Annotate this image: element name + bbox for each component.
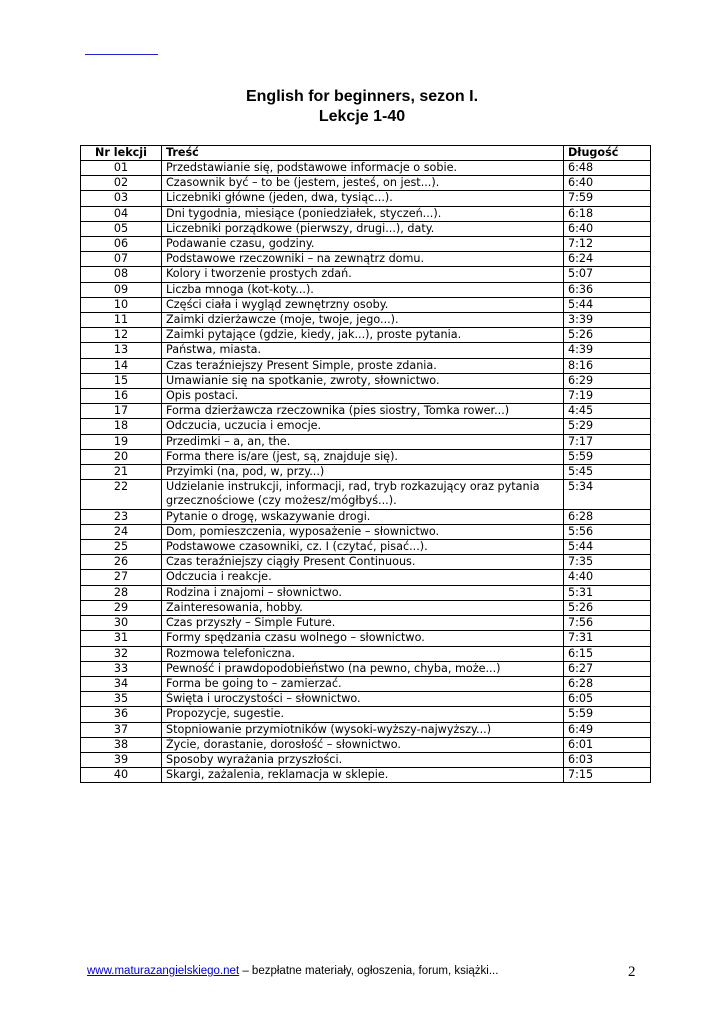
lesson-number-cell: 16 <box>81 389 162 404</box>
lesson-number-cell: 30 <box>81 616 162 631</box>
lesson-number-cell: 03 <box>81 191 162 206</box>
lesson-number-cell: 24 <box>81 524 162 539</box>
column-header-content: Treść <box>162 146 564 161</box>
table-header-row <box>81 146 651 161</box>
lesson-content-cell: Czas teraźniejszy Present Simple, proste zdania. <box>162 358 564 373</box>
lesson-content-cell: Forma be going to – zamierzać. <box>162 676 564 691</box>
lesson-duration-cell: 5:59 <box>564 449 651 464</box>
lesson-number-cell: 27 <box>81 570 162 585</box>
table-row <box>81 206 651 221</box>
lesson-duration-cell: 4:39 <box>564 343 651 358</box>
lesson-number-cell: 32 <box>81 646 162 661</box>
lesson-duration-cell: 6:49 <box>564 722 651 737</box>
lesson-content-cell: Liczebniki porządkowe (pierwszy, drugi...), daty. <box>162 221 564 236</box>
table-row <box>81 676 651 691</box>
lesson-duration-cell: 6:28 <box>564 676 651 691</box>
table-row <box>81 176 651 191</box>
lessons-table <box>80 145 651 783</box>
lesson-number-cell: 11 <box>81 313 162 328</box>
lesson-number-cell: 07 <box>81 252 162 267</box>
lesson-duration-cell: 7:35 <box>564 555 651 570</box>
footer <box>87 965 498 977</box>
lesson-duration-cell: 5:07 <box>564 267 651 282</box>
lesson-number-cell: 21 <box>81 465 162 480</box>
lesson-content-cell: Sposoby wyrażania przyszłości. <box>162 752 564 767</box>
lesson-duration-cell: 5:59 <box>564 707 651 722</box>
lesson-duration-cell: 6:48 <box>564 161 651 176</box>
table-row <box>81 161 651 176</box>
header-rule <box>85 54 158 55</box>
lesson-duration-cell: 8:16 <box>564 358 651 373</box>
table-row <box>81 465 651 480</box>
table-row <box>81 358 651 373</box>
footer-text: – bezpłatne materiały, ogłoszenia, forum, książki... <box>239 965 499 977</box>
lesson-number-cell: 33 <box>81 661 162 676</box>
lesson-number-cell: 36 <box>81 707 162 722</box>
lesson-content-cell: Przedimki – a, an, the. <box>162 434 564 449</box>
lesson-content-cell: Przyimki (na, pod, w, przy...) <box>162 465 564 480</box>
lesson-duration-cell: 6:40 <box>564 221 651 236</box>
lesson-content-cell: Kolory i tworzenie prostych zdań. <box>162 267 564 282</box>
lesson-duration-cell: 6:15 <box>564 646 651 661</box>
lesson-number-cell: 28 <box>81 585 162 600</box>
lesson-duration-cell: 7:15 <box>564 768 651 783</box>
lesson-content-cell: Święta i uroczystości – słownictwo. <box>162 692 564 707</box>
table-row <box>81 737 651 752</box>
lesson-number-cell: 13 <box>81 343 162 358</box>
lesson-duration-cell: 6:03 <box>564 752 651 767</box>
table-row <box>81 540 651 555</box>
lesson-content-cell: Dni tygodnia, miesiące (poniedziałek, styczeń...). <box>162 206 564 221</box>
table-row <box>81 373 651 388</box>
lesson-content-cell: Części ciała i wygląd zewnętrzny osoby. <box>162 297 564 312</box>
lesson-number-cell: 14 <box>81 358 162 373</box>
lesson-duration-cell: 6:24 <box>564 252 651 267</box>
lesson-duration-cell: 6:36 <box>564 282 651 297</box>
lesson-number-cell: 39 <box>81 752 162 767</box>
lesson-duration-cell: 6:28 <box>564 509 651 524</box>
lesson-content-cell: Pytanie o drogę, wskazywanie drogi. <box>162 509 564 524</box>
lesson-content-cell: Zaimki dzierżawcze (moje, twoje, jego...). <box>162 313 564 328</box>
lesson-content-cell: Liczba mnoga (kot-koty...). <box>162 282 564 297</box>
lesson-content-cell: Liczebniki główne (jeden, dwa, tysiąc...). <box>162 191 564 206</box>
lesson-duration-cell: 5:31 <box>564 585 651 600</box>
table-row <box>81 631 651 646</box>
lesson-number-cell: 17 <box>81 404 162 419</box>
page-number: 2 <box>628 964 636 980</box>
lesson-content-cell: Czas teraźniejszy ciągły Present Continuous. <box>162 555 564 570</box>
lesson-number-cell: 12 <box>81 328 162 343</box>
table-row <box>81 252 651 267</box>
table-row <box>81 752 651 767</box>
lesson-duration-cell: 5:44 <box>564 297 651 312</box>
lesson-content-cell: Udzielanie instrukcji, informacji, rad, tryb rozkazujący oraz pytania grzecznościowe (czy możesz/mógłbyś...). <box>162 480 564 509</box>
lesson-duration-cell: 3:39 <box>564 313 651 328</box>
table-row <box>81 191 651 206</box>
lesson-number-cell: 23 <box>81 509 162 524</box>
lesson-duration-cell: 5:44 <box>564 540 651 555</box>
lesson-number-cell: 31 <box>81 631 162 646</box>
lesson-duration-cell: 5:26 <box>564 328 651 343</box>
lesson-number-cell: 06 <box>81 237 162 252</box>
table-row <box>81 297 651 312</box>
lesson-content-cell: Pewność i prawdopodobieństwo (na pewno, chyba, może...) <box>162 661 564 676</box>
lesson-content-cell: Czasownik być – to be (jestem, jesteś, on jest...). <box>162 176 564 191</box>
lesson-number-cell: 29 <box>81 600 162 615</box>
lessons-table-body <box>81 161 651 783</box>
lesson-number-cell: 35 <box>81 692 162 707</box>
lesson-duration-cell: 5:45 <box>564 465 651 480</box>
lesson-number-cell: 08 <box>81 267 162 282</box>
lesson-content-cell: Forma there is/are (jest, są, znajduje się). <box>162 449 564 464</box>
table-row <box>81 524 651 539</box>
column-header-lesson-number: Nr lekcji <box>81 146 162 161</box>
lesson-content-cell: Rodzina i znajomi – słownictwo. <box>162 585 564 600</box>
lesson-duration-cell: 4:40 <box>564 570 651 585</box>
lesson-duration-cell: 7:19 <box>564 389 651 404</box>
lesson-duration-cell: 5:34 <box>564 480 651 509</box>
lesson-number-cell: 26 <box>81 555 162 570</box>
table-row <box>81 221 651 236</box>
table-row <box>81 768 651 783</box>
lesson-number-cell: 25 <box>81 540 162 555</box>
table-row <box>81 282 651 297</box>
column-header-duration: Długość <box>564 146 651 161</box>
table-row <box>81 692 651 707</box>
lesson-content-cell: Dom, pomieszczenia, wyposażenie – słownictwo. <box>162 524 564 539</box>
lesson-duration-cell: 7:59 <box>564 191 651 206</box>
table-row <box>81 237 651 252</box>
lesson-content-cell: Odczucia, uczucia i emocje. <box>162 419 564 434</box>
lesson-content-cell: Podawanie czasu, godziny. <box>162 237 564 252</box>
table-row <box>81 267 651 282</box>
lesson-number-cell: 01 <box>81 161 162 176</box>
lesson-number-cell: 09 <box>81 282 162 297</box>
document-subtitle: Lekcje 1-40 <box>318 108 406 125</box>
lesson-content-cell: Formy spędzania czasu wolnego – słownictwo. <box>162 631 564 646</box>
table-row <box>81 389 651 404</box>
table-row <box>81 585 651 600</box>
table-row <box>81 646 651 661</box>
table-row <box>81 419 651 434</box>
lesson-duration-cell: 4:45 <box>564 404 651 419</box>
lesson-content-cell: Zainteresowania, hobby. <box>162 600 564 615</box>
table-row <box>81 570 651 585</box>
table-row <box>81 555 651 570</box>
lesson-duration-cell: 6:18 <box>564 206 651 221</box>
lesson-number-cell: 38 <box>81 737 162 752</box>
lesson-number-cell: 40 <box>81 768 162 783</box>
lesson-content-cell: Skargi, zażalenia, reklamacja w sklepie. <box>162 768 564 783</box>
table-row <box>81 328 651 343</box>
lesson-content-cell: Forma dzierżawcza rzeczownika (pies siostry, Tomka rower...) <box>162 404 564 419</box>
lesson-number-cell: 34 <box>81 676 162 691</box>
lesson-duration-cell: 5:26 <box>564 600 651 615</box>
lesson-duration-cell: 7:17 <box>564 434 651 449</box>
lesson-duration-cell: 6:29 <box>564 373 651 388</box>
lesson-content-cell: Opis postaci. <box>162 389 564 404</box>
lesson-content-cell: Czas przyszły – Simple Future. <box>162 616 564 631</box>
lesson-content-cell: Umawianie się na spotkanie, zwroty, słownictwo. <box>162 373 564 388</box>
lesson-number-cell: 15 <box>81 373 162 388</box>
lesson-content-cell: Stopniowanie przymiotników (wysoki-wyższy-najwyższy...) <box>162 722 564 737</box>
lesson-content-cell: Przedstawianie się, podstawowe informacje o sobie. <box>162 161 564 176</box>
lesson-number-cell: 22 <box>81 480 162 509</box>
lesson-content-cell: Życie, dorastanie, dorosłość – słownictwo. <box>162 737 564 752</box>
table-row <box>81 404 651 419</box>
table-row <box>81 616 651 631</box>
lesson-number-cell: 05 <box>81 221 162 236</box>
lesson-duration-cell: 7:56 <box>564 616 651 631</box>
table-row <box>81 722 651 737</box>
table-row <box>81 509 651 524</box>
lesson-duration-cell: 7:31 <box>564 631 651 646</box>
lesson-content-cell: Propozycje, sugestie. <box>162 707 564 722</box>
lesson-number-cell: 19 <box>81 434 162 449</box>
table-row <box>81 707 651 722</box>
lesson-duration-cell: 6:01 <box>564 737 651 752</box>
table-row <box>81 661 651 676</box>
lesson-number-cell: 10 <box>81 297 162 312</box>
table-row <box>81 600 651 615</box>
lesson-duration-cell: 5:29 <box>564 419 651 434</box>
lesson-number-cell: 02 <box>81 176 162 191</box>
lesson-number-cell: 20 <box>81 449 162 464</box>
lesson-duration-cell: 6:27 <box>564 661 651 676</box>
lesson-number-cell: 37 <box>81 722 162 737</box>
lesson-duration-cell: 5:56 <box>564 524 651 539</box>
document-title: English for beginners, sezon I. <box>245 88 479 105</box>
table-row <box>81 434 651 449</box>
table-row <box>81 480 651 509</box>
lesson-content-cell: Odczucia i reakcje. <box>162 570 564 585</box>
lesson-content-cell: Podstawowe czasowniki, cz. I (czytać, pisać...). <box>162 540 564 555</box>
table-row <box>81 343 651 358</box>
footer-website-link[interactable]: www.maturazangielskiego.net <box>87 965 240 977</box>
lesson-content-cell: Rozmowa telefoniczna. <box>162 646 564 661</box>
lesson-number-cell: 04 <box>81 206 162 221</box>
lesson-content-cell: Państwa, miasta. <box>162 343 564 358</box>
lesson-content-cell: Zaimki pytające (gdzie, kiedy, jak...), proste pytania. <box>162 328 564 343</box>
lesson-duration-cell: 7:12 <box>564 237 651 252</box>
lesson-number-cell: 18 <box>81 419 162 434</box>
lesson-duration-cell: 6:05 <box>564 692 651 707</box>
lesson-content-cell: Podstawowe rzeczowniki – na zewnątrz domu. <box>162 252 564 267</box>
table-row <box>81 449 651 464</box>
table-row <box>81 313 651 328</box>
lesson-duration-cell: 6:40 <box>564 176 651 191</box>
